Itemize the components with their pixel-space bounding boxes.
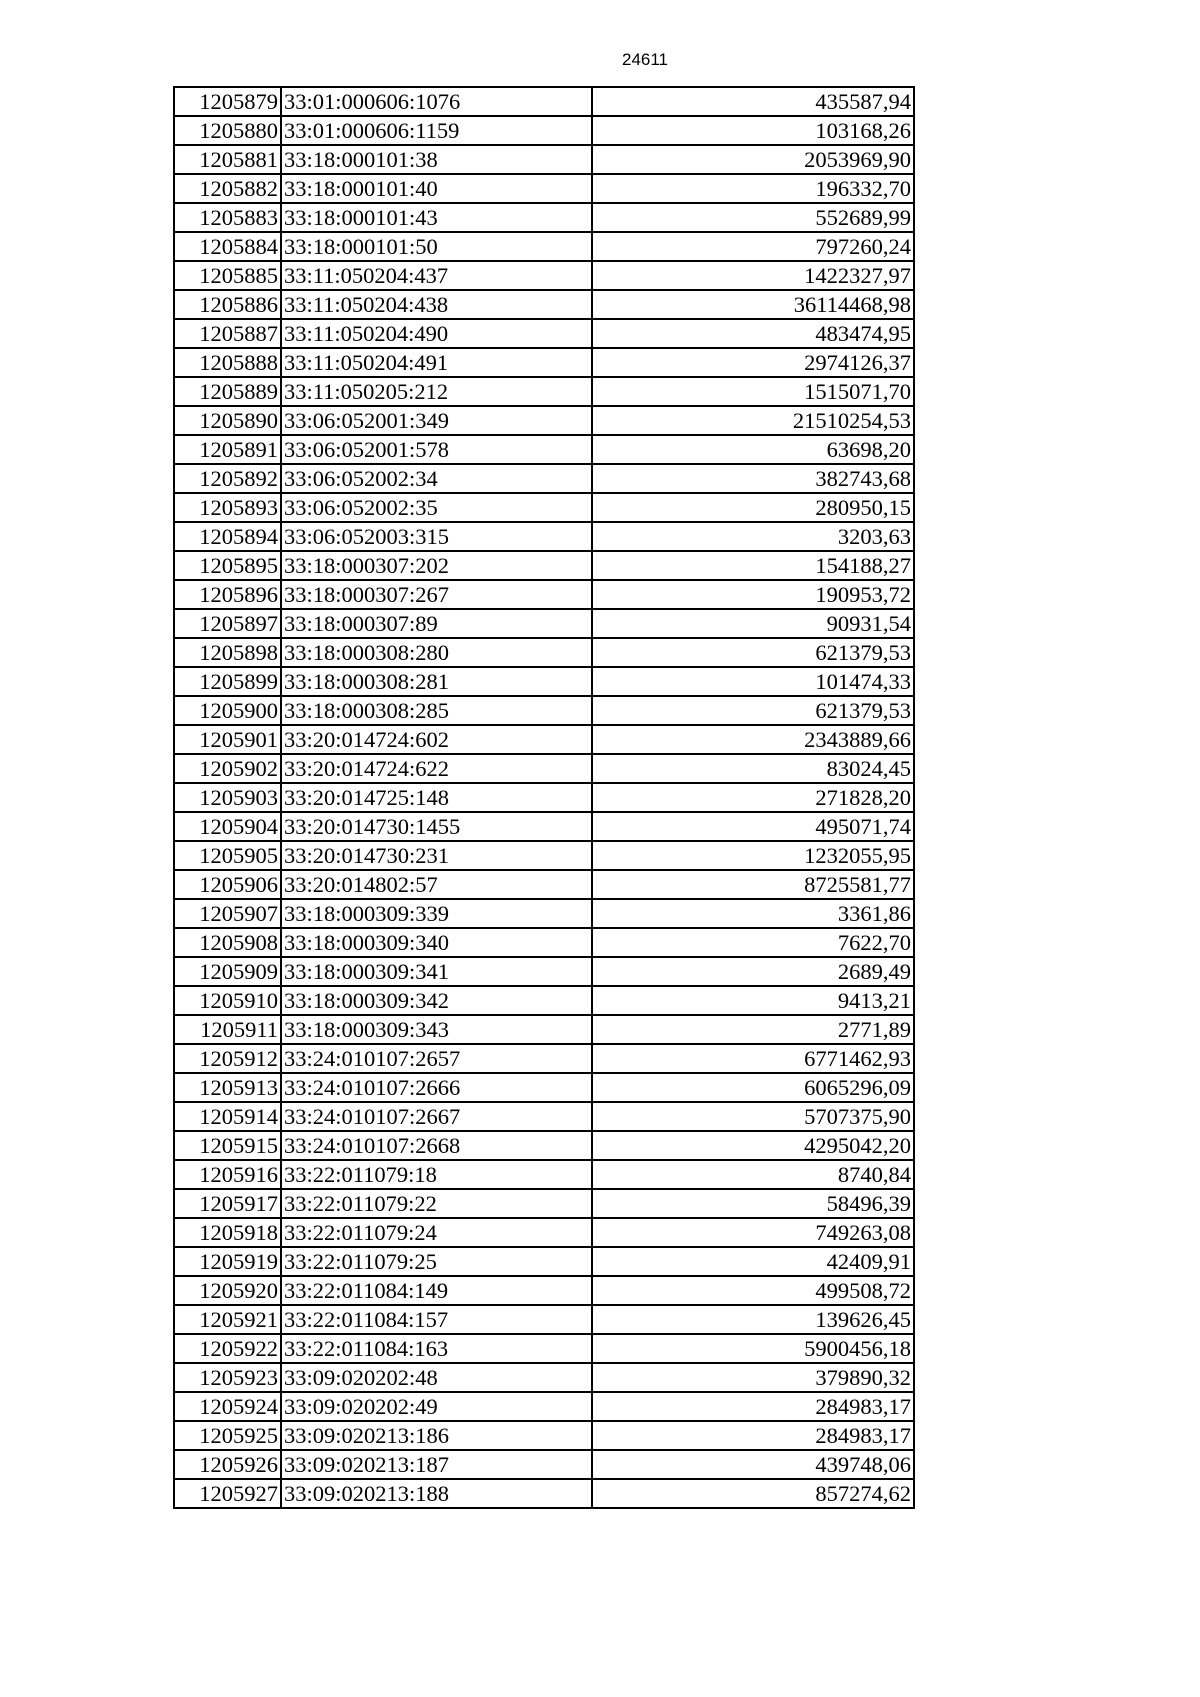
row-id-cell: 1205905 (174, 841, 281, 870)
row-id-cell: 1205903 (174, 783, 281, 812)
table-row (174, 145, 914, 174)
table-row (174, 319, 914, 348)
cadastral-number-cell: 33:01:000606:1076 (281, 87, 592, 116)
table-row (174, 812, 914, 841)
table-row (174, 1479, 914, 1508)
table-row (174, 406, 914, 435)
cadastral-value-cell: 58496,39 (592, 1189, 914, 1218)
table-row (174, 203, 914, 232)
cadastral-number-cell: 33:18:000101:50 (281, 232, 592, 261)
cadastral-value-cell: 101474,33 (592, 667, 914, 696)
row-id-cell: 1205893 (174, 493, 281, 522)
cadastral-number-cell: 33:24:010107:2667 (281, 1102, 592, 1131)
table-row (174, 667, 914, 696)
table-row (174, 1305, 914, 1334)
cadastral-value-cell: 495071,74 (592, 812, 914, 841)
row-id-cell: 1205897 (174, 609, 281, 638)
table-row (174, 1421, 914, 1450)
cadastral-value-cell: 9413,21 (592, 986, 914, 1015)
cadastral-number-cell: 33:18:000309:340 (281, 928, 592, 957)
table-row (174, 1218, 914, 1247)
row-id-cell: 1205907 (174, 899, 281, 928)
cadastral-number-cell: 33:18:000307:89 (281, 609, 592, 638)
table-row (174, 290, 914, 319)
row-id-cell: 1205898 (174, 638, 281, 667)
table-row (174, 1363, 914, 1392)
cadastral-number-cell: 33:18:000101:40 (281, 174, 592, 203)
table-row (174, 928, 914, 957)
cadastral-number-cell: 33:18:000308:281 (281, 667, 592, 696)
row-id-cell: 1205892 (174, 464, 281, 493)
row-id-cell: 1205921 (174, 1305, 281, 1334)
table-row (174, 1102, 914, 1131)
row-id-cell: 1205913 (174, 1073, 281, 1102)
row-id-cell: 1205883 (174, 203, 281, 232)
cadastral-value-cell: 5900456,18 (592, 1334, 914, 1363)
cadastral-number-cell: 33:18:000308:280 (281, 638, 592, 667)
cadastral-value-cell: 2343889,66 (592, 725, 914, 754)
table-row (174, 551, 914, 580)
cadastral-number-cell: 33:18:000307:267 (281, 580, 592, 609)
table-row (174, 1392, 914, 1421)
cadastral-value-cell: 483474,95 (592, 319, 914, 348)
table-row (174, 986, 914, 1015)
row-id-cell: 1205891 (174, 435, 281, 464)
cadastral-number-cell: 33:22:011084:149 (281, 1276, 592, 1305)
cadastral-value-cell: 8725581,77 (592, 870, 914, 899)
cadastral-number-cell: 33:11:050204:438 (281, 290, 592, 319)
page-number: 24611 (621, 50, 668, 69)
cadastral-number-cell: 33:20:014724:602 (281, 725, 592, 754)
cadastral-value-cell: 103168,26 (592, 116, 914, 145)
cadastral-value-cell: 3203,63 (592, 522, 914, 551)
cadastral-number-cell: 33:06:052002:35 (281, 493, 592, 522)
table-row (174, 899, 914, 928)
cadastral-value-cell: 382743,68 (592, 464, 914, 493)
cadastral-number-cell: 33:20:014730:231 (281, 841, 592, 870)
table-row (174, 609, 914, 638)
cadastral-value-cell: 749263,08 (592, 1218, 914, 1247)
row-id-cell: 1205920 (174, 1276, 281, 1305)
row-id-cell: 1205906 (174, 870, 281, 899)
row-id-cell: 1205894 (174, 522, 281, 551)
cadastral-value-cell: 6065296,09 (592, 1073, 914, 1102)
cadastral-number-cell: 33:22:011084:163 (281, 1334, 592, 1363)
row-id-cell: 1205884 (174, 232, 281, 261)
cadastral-number-cell: 33:18:000101:38 (281, 145, 592, 174)
cadastral-value-cell: 1515071,70 (592, 377, 914, 406)
table-row (174, 232, 914, 261)
table-row (174, 783, 914, 812)
table-row (174, 1334, 914, 1363)
cadastral-number-cell: 33:18:000307:202 (281, 551, 592, 580)
row-id-cell: 1205924 (174, 1392, 281, 1421)
cadastral-value-cell: 439748,06 (592, 1450, 914, 1479)
table-row (174, 638, 914, 667)
cadastral-value-cell: 379890,32 (592, 1363, 914, 1392)
cadastral-value-table (173, 86, 915, 1509)
cadastral-value-cell: 435587,94 (592, 87, 914, 116)
cadastral-value-cell: 63698,20 (592, 435, 914, 464)
row-id-cell: 1205911 (174, 1015, 281, 1044)
table-row (174, 116, 914, 145)
cadastral-number-cell: 33:20:014802:57 (281, 870, 592, 899)
cadastral-value-cell: 4295042,20 (592, 1131, 914, 1160)
row-id-cell: 1205908 (174, 928, 281, 957)
cadastral-number-cell: 33:01:000606:1159 (281, 116, 592, 145)
cadastral-value-cell: 2053969,90 (592, 145, 914, 174)
cadastral-value-cell: 36114468,98 (592, 290, 914, 319)
cadastral-value-cell: 139626,45 (592, 1305, 914, 1334)
cadastral-value-cell: 2974126,37 (592, 348, 914, 377)
cadastral-value-cell: 797260,24 (592, 232, 914, 261)
table-row (174, 696, 914, 725)
cadastral-number-cell: 33:24:010107:2666 (281, 1073, 592, 1102)
table-row (174, 174, 914, 203)
cadastral-number-cell: 33:22:011084:157 (281, 1305, 592, 1334)
table-row (174, 957, 914, 986)
cadastral-value-cell: 284983,17 (592, 1392, 914, 1421)
row-id-cell: 1205915 (174, 1131, 281, 1160)
table-row (174, 1131, 914, 1160)
row-id-cell: 1205904 (174, 812, 281, 841)
row-id-cell: 1205889 (174, 377, 281, 406)
cadastral-number-cell: 33:06:052002:34 (281, 464, 592, 493)
row-id-cell: 1205909 (174, 957, 281, 986)
table-row (174, 1015, 914, 1044)
cadastral-number-cell: 33:18:000101:43 (281, 203, 592, 232)
cadastral-number-cell: 33:06:052001:349 (281, 406, 592, 435)
cadastral-number-cell: 33:09:020202:49 (281, 1392, 592, 1421)
row-id-cell: 1205926 (174, 1450, 281, 1479)
row-id-cell: 1205882 (174, 174, 281, 203)
table-row (174, 464, 914, 493)
row-id-cell: 1205885 (174, 261, 281, 290)
table-row (174, 754, 914, 783)
row-id-cell: 1205927 (174, 1479, 281, 1508)
cadastral-value-cell: 21510254,53 (592, 406, 914, 435)
cadastral-value-cell: 190953,72 (592, 580, 914, 609)
table-row (174, 841, 914, 870)
cadastral-number-cell: 33:11:050204:490 (281, 319, 592, 348)
cadastral-number-cell: 33:22:011079:24 (281, 1218, 592, 1247)
table-row (174, 435, 914, 464)
cadastral-value-cell: 8740,84 (592, 1160, 914, 1189)
table-row (174, 1450, 914, 1479)
cadastral-value-cell: 196332,70 (592, 174, 914, 203)
row-id-cell: 1205886 (174, 290, 281, 319)
cadastral-value-cell: 280950,15 (592, 493, 914, 522)
cadastral-number-cell: 33:11:050204:437 (281, 261, 592, 290)
cadastral-value-cell: 1232055,95 (592, 841, 914, 870)
cadastral-number-cell: 33:06:052001:578 (281, 435, 592, 464)
cadastral-number-cell: 33:20:014725:148 (281, 783, 592, 812)
row-id-cell: 1205890 (174, 406, 281, 435)
row-id-cell: 1205923 (174, 1363, 281, 1392)
cadastral-value-cell: 1422327,97 (592, 261, 914, 290)
row-id-cell: 1205896 (174, 580, 281, 609)
cadastral-number-cell: 33:18:000308:285 (281, 696, 592, 725)
cadastral-number-cell: 33:20:014724:622 (281, 754, 592, 783)
row-id-cell: 1205918 (174, 1218, 281, 1247)
cadastral-number-cell: 33:11:050205:212 (281, 377, 592, 406)
row-id-cell: 1205881 (174, 145, 281, 174)
cadastral-number-cell: 33:18:000309:339 (281, 899, 592, 928)
table-row (174, 725, 914, 754)
cadastral-number-cell: 33:11:050204:491 (281, 348, 592, 377)
table-row (174, 377, 914, 406)
row-id-cell: 1205910 (174, 986, 281, 1015)
cadastral-value-cell: 90931,54 (592, 609, 914, 638)
cadastral-value-cell: 83024,45 (592, 754, 914, 783)
table-row (174, 87, 914, 116)
row-id-cell: 1205900 (174, 696, 281, 725)
cadastral-value-cell: 42409,91 (592, 1247, 914, 1276)
cadastral-number-cell: 33:06:052003:315 (281, 522, 592, 551)
cadastral-value-cell: 2771,89 (592, 1015, 914, 1044)
cadastral-number-cell: 33:22:011079:18 (281, 1160, 592, 1189)
row-id-cell: 1205887 (174, 319, 281, 348)
cadastral-number-cell: 33:09:020202:48 (281, 1363, 592, 1392)
row-id-cell: 1205888 (174, 348, 281, 377)
table-row (174, 1160, 914, 1189)
cadastral-value-cell: 2689,49 (592, 957, 914, 986)
row-id-cell: 1205899 (174, 667, 281, 696)
cadastral-value-cell: 499508,72 (592, 1276, 914, 1305)
table-row (174, 261, 914, 290)
row-id-cell: 1205902 (174, 754, 281, 783)
cadastral-number-cell: 33:09:020213:188 (281, 1479, 592, 1508)
cadastral-value-cell: 6771462,93 (592, 1044, 914, 1073)
cadastral-number-cell: 33:18:000309:343 (281, 1015, 592, 1044)
table-row (174, 1073, 914, 1102)
cadastral-number-cell: 33:22:011079:22 (281, 1189, 592, 1218)
table-row (174, 348, 914, 377)
cadastral-value-cell: 621379,53 (592, 696, 914, 725)
table-row (174, 580, 914, 609)
row-id-cell: 1205917 (174, 1189, 281, 1218)
table-row (174, 1044, 914, 1073)
cadastral-value-cell: 857274,62 (592, 1479, 914, 1508)
table-row (174, 1189, 914, 1218)
table-row (174, 1276, 914, 1305)
cadastral-value-cell: 621379,53 (592, 638, 914, 667)
cadastral-number-cell: 33:24:010107:2657 (281, 1044, 592, 1073)
table-row (174, 1247, 914, 1276)
row-id-cell: 1205895 (174, 551, 281, 580)
cadastral-number-cell: 33:09:020213:187 (281, 1450, 592, 1479)
table-row (174, 870, 914, 899)
cadastral-number-cell: 33:09:020213:186 (281, 1421, 592, 1450)
table-row (174, 493, 914, 522)
row-id-cell: 1205912 (174, 1044, 281, 1073)
cadastral-value-cell: 271828,20 (592, 783, 914, 812)
row-id-cell: 1205916 (174, 1160, 281, 1189)
row-id-cell: 1205919 (174, 1247, 281, 1276)
row-id-cell: 1205922 (174, 1334, 281, 1363)
cadastral-number-cell: 33:18:000309:342 (281, 986, 592, 1015)
cadastral-value-cell: 552689,99 (592, 203, 914, 232)
cadastral-number-cell: 33:18:000309:341 (281, 957, 592, 986)
table-row (174, 522, 914, 551)
cadastral-number-cell: 33:24:010107:2668 (281, 1131, 592, 1160)
row-id-cell: 1205880 (174, 116, 281, 145)
table-body (174, 87, 914, 1508)
row-id-cell: 1205879 (174, 87, 281, 116)
cadastral-number-cell: 33:20:014730:1455 (281, 812, 592, 841)
cadastral-value-cell: 5707375,90 (592, 1102, 914, 1131)
row-id-cell: 1205925 (174, 1421, 281, 1450)
cadastral-value-cell: 284983,17 (592, 1421, 914, 1450)
cadastral-number-cell: 33:22:011079:25 (281, 1247, 592, 1276)
row-id-cell: 1205914 (174, 1102, 281, 1131)
cadastral-value-cell: 7622,70 (592, 928, 914, 957)
cadastral-value-cell: 154188,27 (592, 551, 914, 580)
cadastral-value-cell: 3361,86 (592, 899, 914, 928)
row-id-cell: 1205901 (174, 725, 281, 754)
